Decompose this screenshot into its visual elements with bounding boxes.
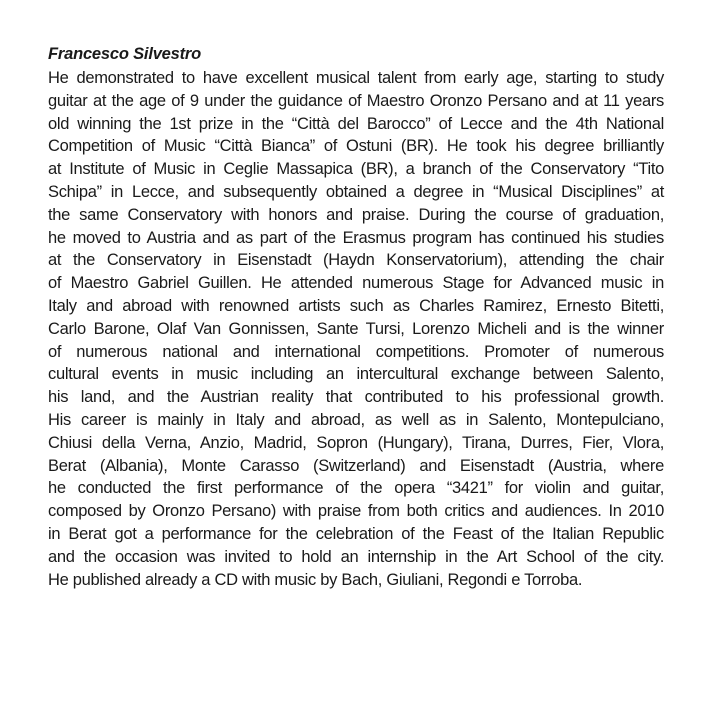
bio-line: guitar at the age of 9 under the guidance of Maestro Oronzo Persano and at 11 years bbox=[48, 91, 664, 110]
bio-line: Chiusi della Verna, Anzio, Madrid, Sopron (Hungary), Tirana, Durres, Fier, Vlora, bbox=[48, 433, 664, 452]
bio-line: he conducted the first performance of the opera “3421” for violin and guitar, bbox=[48, 479, 664, 498]
bio-line: Schipa” in Lecce, and subsequently obtained a degree in “Musical Disciplines” at bbox=[48, 182, 664, 201]
bio-body bbox=[48, 67, 712, 591]
bio-line: his land, and the Austrian reality that contributed to his professional growth. bbox=[48, 388, 664, 407]
bio-line: of numerous national and international competitions. Promoter of numerous bbox=[48, 342, 664, 361]
bio-line: Italy and abroad with renowned artists such as Charles Ramirez, Ernesto Bitetti, bbox=[48, 296, 664, 315]
bio-line: He demonstrated to have excellent musical talent from early age, starting to study bbox=[48, 69, 664, 87]
bio-line: His career is mainly in Italy and abroad, as well as in Salento, Montepulciano, bbox=[48, 410, 664, 429]
bio-line: Berat (Albania), Monte Carasso (Switzerland) and Eisenstadt (Austria, where bbox=[48, 456, 664, 475]
bio-line: and the occasion was invited to hold an internship in the Art School of the city. bbox=[48, 547, 664, 566]
bio-line: the same Conservatory with honors and praise. During the course of graduation, bbox=[48, 205, 664, 224]
bio-line: old winning the 1st prize in the “Città del Barocco” of Lecce and the 4th National bbox=[48, 114, 664, 133]
bio-page bbox=[48, 41, 712, 591]
bio-line: in Berat got a performance for the celebration of the Feast of the Italian Republic bbox=[48, 524, 664, 543]
bio-line: at Institute of Music in Ceglie Massapica (BR), a branch of the Conservatory “Tito bbox=[48, 160, 664, 179]
bio-line: Competition of Music “Città Bianca” of Ostuni (BR). He took his degree brilliantly bbox=[48, 137, 664, 156]
bio-line: cultural events in music including an intercultural exchange between Salento, bbox=[48, 365, 664, 384]
bio-line: at the Conservatory in Eisenstadt (Haydn Konservatorium), attending the chair bbox=[48, 251, 664, 270]
bio-line: Carlo Barone, Olaf Van Gonnissen, Sante Tursi, Lorenzo Micheli and is the winner bbox=[48, 319, 664, 338]
bio-line: He published already a CD with music by Bach, Giuliani, Regondi e Torroba. bbox=[48, 570, 583, 589]
bio-line: composed by Oronzo Persano) with praise from both critics and audiences. In 2010 bbox=[48, 502, 664, 521]
bio-line: of Maestro Gabriel Guillen. He attended numerous Stage for Advanced music in bbox=[48, 274, 664, 293]
bio-line: he moved to Austria and as part of the Erasmus program has continued his studies bbox=[48, 228, 664, 247]
author-name: Francesco Silvestro bbox=[48, 45, 202, 63]
